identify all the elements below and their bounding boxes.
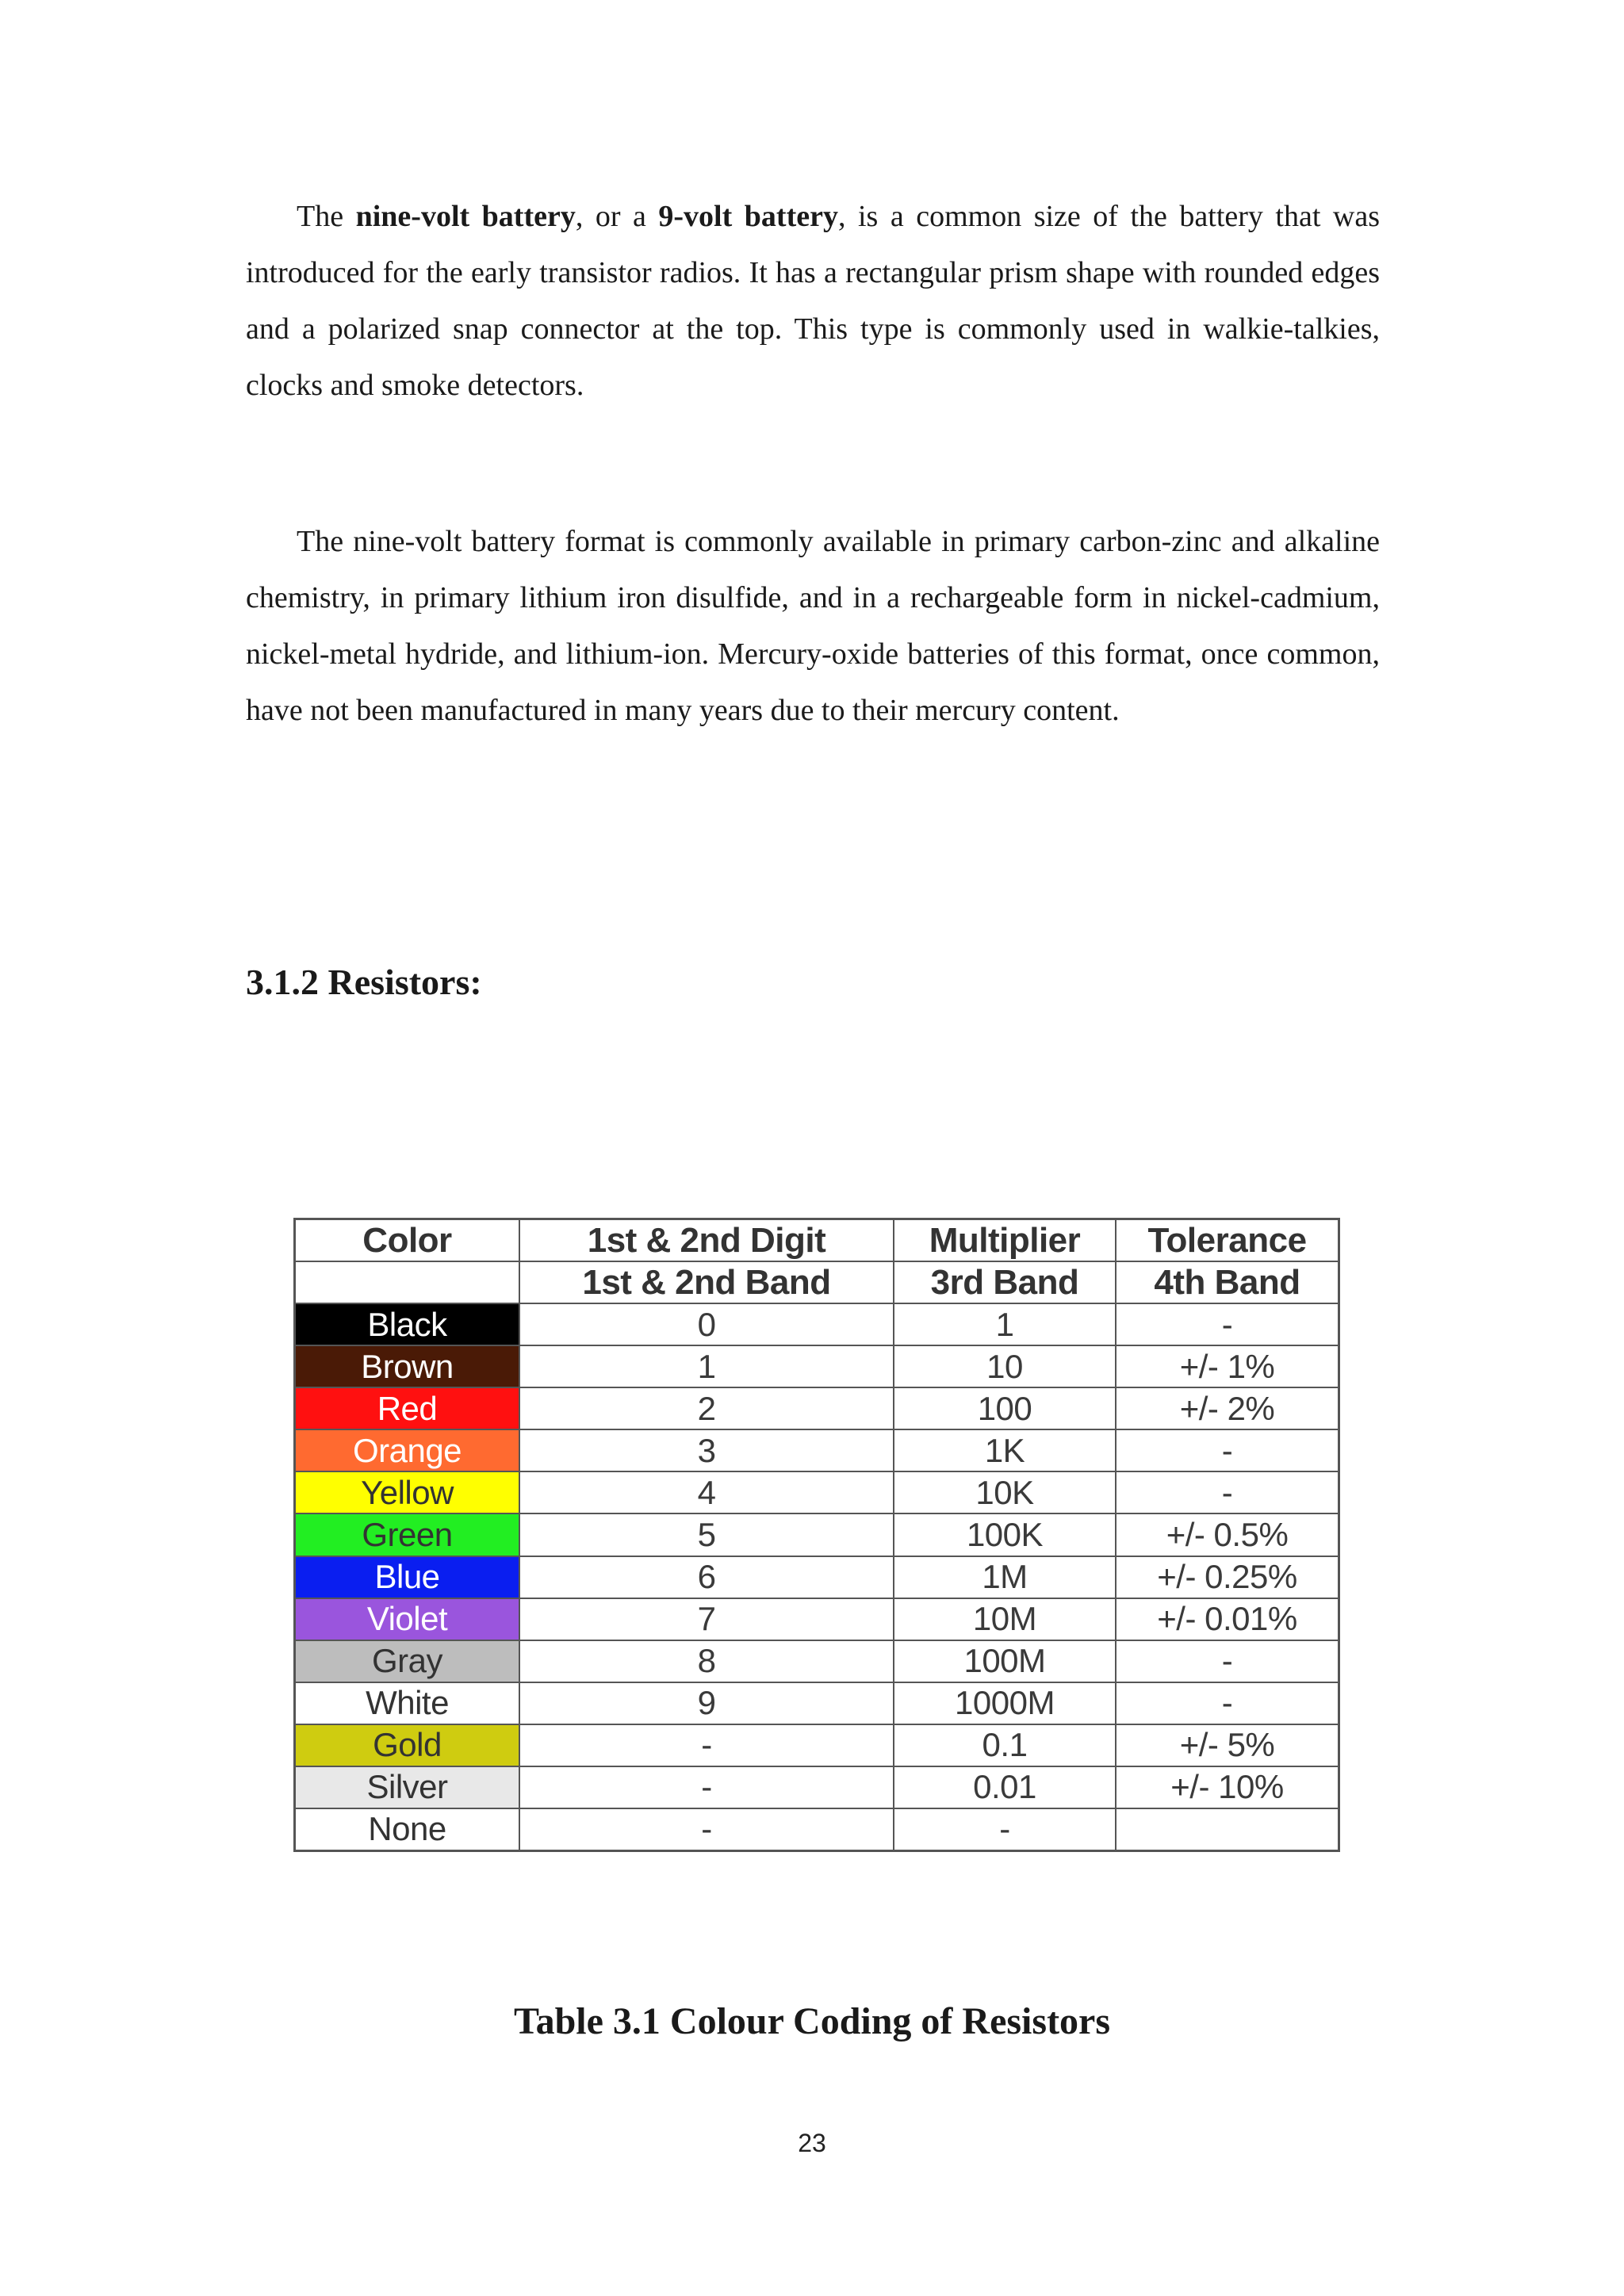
multiplier-cell: 10K: [894, 1472, 1116, 1513]
digit-cell: 9: [520, 1683, 894, 1724]
color-cell: Orange: [296, 1430, 520, 1471]
digit-cell: 7: [520, 1599, 894, 1640]
tolerance-cell: +/- 2%: [1179, 1389, 1275, 1427]
digit-cell: 2: [520, 1388, 894, 1429]
header-cell: 4th Band: [1154, 1262, 1300, 1302]
table-row: [296, 1430, 1338, 1472]
multiplier-cell: 0.1: [894, 1725, 1116, 1766]
color-cell: White: [296, 1683, 520, 1724]
digit-cell: 8: [520, 1641, 894, 1682]
table-row: [296, 1472, 1338, 1514]
table-header-row: [296, 1220, 1338, 1262]
resistor-color-code-table: [293, 1218, 1340, 1852]
multiplier-cell: 100M: [894, 1641, 1116, 1682]
table-row: [296, 1599, 1338, 1641]
color-cell: Gold: [296, 1725, 520, 1766]
color-cell: Black: [296, 1304, 520, 1345]
digit-cell: -: [520, 1767, 894, 1808]
tolerance-cell: +/- 10%: [1170, 1768, 1284, 1806]
tolerance-cell: -: [1221, 1431, 1233, 1469]
table-row: [296, 1725, 1338, 1767]
page-number: 23: [798, 2129, 826, 2157]
header-cell: Color: [296, 1220, 520, 1261]
table-row: [296, 1388, 1338, 1430]
color-cell: Gray: [296, 1641, 520, 1682]
tolerance-cell: -: [1221, 1684, 1233, 1722]
paragraph-text: , is a common size of the battery that was introduced for the early transistor radios. It has a rectangular prism shape with rounded edges and a polarized snap connector at the top. This type is commonly used in walkie-talkies, clocks and smoke detectors.: [246, 200, 1381, 402]
header-cell: Multiplier: [894, 1220, 1116, 1261]
table-row: [296, 1514, 1338, 1556]
tolerance-cell: -: [1221, 1473, 1233, 1511]
digit-cell: -: [520, 1809, 894, 1850]
multiplier-cell: 1M: [894, 1557, 1116, 1598]
color-cell: Violet: [296, 1599, 520, 1640]
tolerance-cell: +/- 0.25%: [1157, 1558, 1297, 1596]
multiplier-cell: 1K: [894, 1430, 1116, 1471]
multiplier-cell: 100: [894, 1388, 1116, 1429]
color-cell: Yellow: [296, 1472, 520, 1513]
tolerance-cell: [1116, 1809, 1338, 1850]
digit-cell: 0: [520, 1304, 894, 1345]
digit-cell: 6: [520, 1557, 894, 1598]
color-cell: Blue: [296, 1557, 520, 1598]
paragraph-text: The: [297, 200, 356, 233]
header-cell: 1st & 2nd Digit: [520, 1220, 894, 1261]
digit-cell: 1: [520, 1346, 894, 1387]
table-row: [296, 1304, 1338, 1346]
digit-cell: 5: [520, 1514, 894, 1555]
color-cell: Brown: [296, 1346, 520, 1387]
paragraph-text: , or a: [575, 200, 659, 233]
paragraph-nine-volt-battery: [246, 189, 1380, 414]
multiplier-cell: 1000M: [894, 1683, 1116, 1724]
tolerance-cell: +/- 0.01%: [1157, 1600, 1297, 1638]
multiplier-cell: 100K: [894, 1514, 1116, 1555]
table-row: [296, 1809, 1338, 1850]
color-cell: Red: [296, 1388, 520, 1429]
multiplier-cell: 0.01: [894, 1767, 1116, 1808]
tolerance-cell: +/- 5%: [1179, 1726, 1275, 1764]
color-cell: Green: [296, 1514, 520, 1555]
table-caption: Table 3.1 Colour Coding of Resistors: [513, 2000, 1111, 2042]
table-row: [296, 1557, 1338, 1599]
table-row: [296, 1346, 1338, 1388]
table-subheader-row: [296, 1262, 1338, 1304]
section-heading: 3.1.2 Resistors:: [246, 962, 482, 1002]
tolerance-cell: +/- 0.5%: [1166, 1515, 1289, 1553]
color-cell: Silver: [296, 1767, 520, 1808]
header-cell: 3rd Band: [894, 1262, 1116, 1303]
color-cell: None: [296, 1809, 520, 1850]
table-row: [296, 1767, 1338, 1809]
bold-term: 9-volt battery: [658, 200, 838, 233]
multiplier-cell: -: [894, 1809, 1116, 1850]
header-cell: 1st & 2nd Band: [520, 1262, 894, 1303]
multiplier-cell: 10: [894, 1346, 1116, 1387]
digit-cell: 4: [520, 1472, 894, 1513]
header-cell: [296, 1262, 520, 1303]
digit-cell: 3: [520, 1430, 894, 1471]
table-row: [296, 1683, 1338, 1725]
paragraph-battery-format: The nine-volt battery format is commonly available in primary carbon-zinc and alkaline chemistry, in primary lithium iron disulfide, and in a rechargeable form in nickel-cadmium, nickel-metal hydride, and lithium-ion. Mercury-oxide batteries of this format, once common, have not been manufactured in many years due to their mercury content.: [246, 525, 1380, 727]
tolerance-cell: +/- 1%: [1179, 1347, 1275, 1385]
header-cell: Tolerance: [1147, 1220, 1307, 1260]
tolerance-cell: -: [1221, 1642, 1233, 1680]
multiplier-cell: 10M: [894, 1599, 1116, 1640]
multiplier-cell: 1: [894, 1304, 1116, 1345]
digit-cell: -: [520, 1725, 894, 1766]
tolerance-cell: -: [1221, 1305, 1233, 1343]
bold-term: nine-volt battery: [355, 200, 576, 233]
table-row: [296, 1641, 1338, 1683]
